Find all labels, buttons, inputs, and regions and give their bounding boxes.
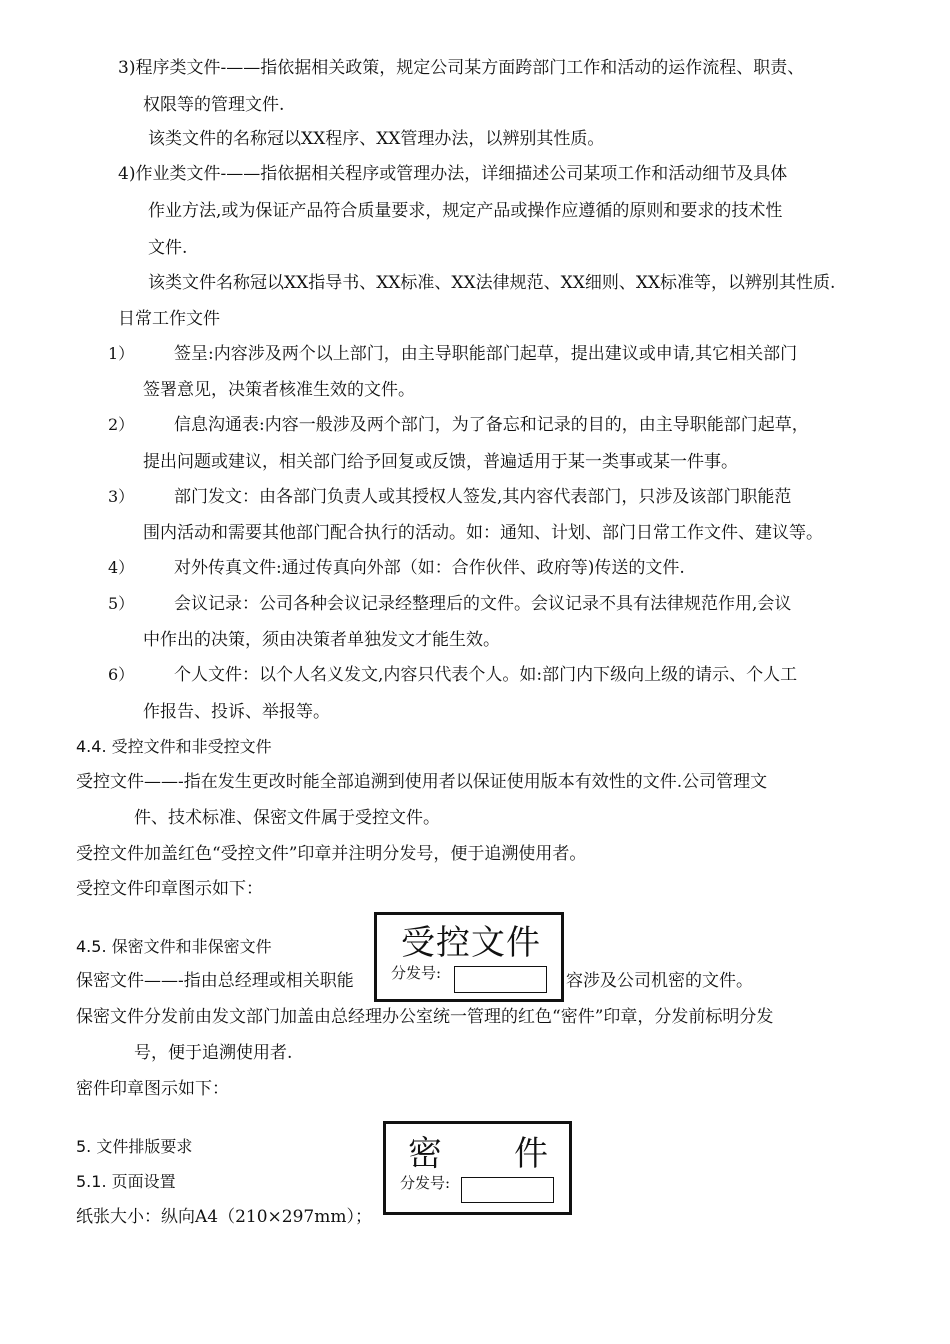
subsection-heading-page-setup: 5.1. 页面设置 <box>76 1172 176 1191</box>
work-doc-naming: 该类文件名称冠以XX指导书、XX标准、XX法律规范、XX细则、XX标准等，以辨别其性质. <box>148 273 836 293</box>
distribution-label: 分发号: <box>400 1174 451 1192</box>
section-heading-confidential: 4.5. 保密文件和非保密文件 <box>76 937 272 956</box>
paper-size-text: 纸张大小：纵向A4（210×297mm）； <box>76 1207 372 1227</box>
controlled-definition-line-2: 件、技术标准、保密文件属于受控文件。 <box>134 808 440 828</box>
list-item-number: 1） <box>108 344 135 363</box>
controlled-stamp-title: 受控文件 <box>401 923 541 963</box>
confidential-stamp-char-2: 件 <box>514 1134 548 1174</box>
list-item-text: 个人文件：以个人名义发文,内容只代表个人。如:部门内下级向上级的请示、个人工 <box>174 665 798 685</box>
list-item-text-cont: 作报告、投诉、举报等。 <box>143 702 330 722</box>
confidential-stamp-char-1: 密 <box>408 1134 442 1174</box>
list-item-text: 会议记录：公司各种会议记录经整理后的文件。会议记录不具有法律规范作用,会议 <box>174 594 792 614</box>
controlled-stamp <box>374 912 564 1002</box>
daily-docs-heading: 日常工作文件 <box>118 309 220 329</box>
distribution-number-box <box>461 1177 554 1203</box>
list-item-text-cont: 中作出的决策，须由决策者单独发文才能生效。 <box>143 630 500 650</box>
list-item-number: 4） <box>108 558 135 577</box>
list-item-text-cont: 签署意见，决策者核准生效的文件。 <box>143 380 415 400</box>
confidential-stamp-line-1: 保密文件分发前由发文部门加盖由总经理办公室统一管理的红色“密件”印章，分发前标明分发 <box>76 1007 774 1027</box>
work-doc-line-2: 作业方法,或为保证产品符合质量要求，规定产品或操作应遵循的原则和要求的技术性 <box>148 201 783 221</box>
controlled-stamp-note: 受控文件加盖红色“受控文件”印章并注明分发号，便于追溯使用者。 <box>76 844 587 864</box>
list-item-number: 6） <box>108 665 135 684</box>
section-heading-controlled: 4.4. 受控文件和非受控文件 <box>76 737 272 756</box>
confidential-stamp-line-2: 号，便于追溯使用者. <box>134 1043 293 1063</box>
list-item-number: 3） <box>108 487 135 506</box>
confidential-definition-start: 保密文件——-指由总经理或相关职能 <box>76 971 354 991</box>
controlled-stamp-intro: 受控文件印章图示如下： <box>76 879 263 899</box>
procedure-doc-line-2: 权限等的管理文件. <box>143 95 285 115</box>
list-item-text-cont: 提出问题或建议，相关部门给予回复或反馈，普遍适用于某一类事或某一件事。 <box>143 452 738 472</box>
distribution-number-box <box>454 966 547 993</box>
list-item-number: 5） <box>108 594 135 613</box>
procedure-doc-line-1: 3)程序类文件-——指依据相关政策，规定公司某方面跨部门工作和活动的运作流程、职责、 <box>118 58 805 78</box>
list-item-text: 签呈:内容涉及两个以上部门，由主导职能部门起草，提出建议或申请,其它相关部门 <box>174 344 798 364</box>
list-item-number: 2） <box>108 415 135 434</box>
controlled-definition-line-1: 受控文件——-指在发生更改时能全部追溯到使用者以保证使用版本有效性的文件.公司管理文 <box>76 772 768 792</box>
list-item-text: 部门发文：由各部门负责人或其授权人签发,其内容代表部门，只涉及该部门职能范 <box>174 487 792 507</box>
distribution-label: 分发号: <box>391 964 442 982</box>
list-item-text-cont: 围内活动和需要其他部门配合执行的活动。如：通知、计划、部门日常工作文件、建议等。 <box>143 523 823 543</box>
procedure-doc-naming: 该类文件的名称冠以XX程序、XX管理办法，以辨别其性质。 <box>148 129 605 149</box>
work-doc-line-1: 4)作业类文件-——指依据相关程序或管理办法，详细描述公司某项工作和活动细节及具体 <box>118 164 788 184</box>
section-heading-layout: 5. 文件排版要求 <box>76 1137 193 1156</box>
confidential-stamp <box>383 1121 572 1215</box>
list-item-text: 信息沟通表:内容一般涉及两个部门，为了备忘和记录的目的，由主导职能部门起草， <box>174 415 809 435</box>
confidential-definition-end: 容涉及公司机密的文件。 <box>566 971 753 991</box>
list-item-text: 对外传真文件:通过传真向外部（如：合作伙伴、政府等)传送的文件. <box>174 558 685 578</box>
confidential-stamp-intro: 密件印章图示如下： <box>76 1079 229 1099</box>
work-doc-line-3: 文件. <box>148 238 188 258</box>
